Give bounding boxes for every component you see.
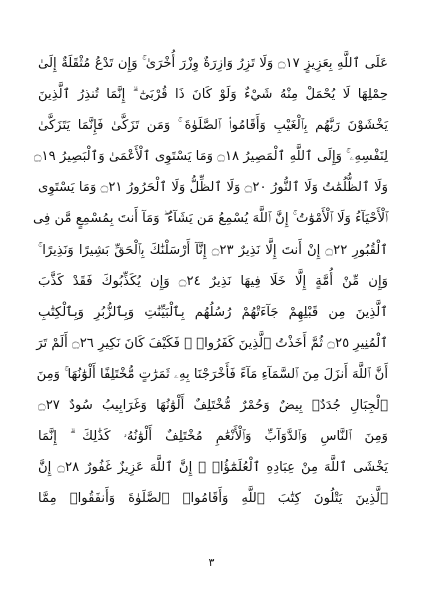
text-line: ٱلْمُنِيرِ ۝٢٥ ثُمَّ أَخَذْتُ ٱلَّذِينَ كَفَرُوا۟ ۖ فَكَيْفَ كَانَ نَكِيرِ ۝٢٦ أَلَمْ تَرَ (36, 335, 388, 351)
verse-text-block (33, 48, 389, 514)
text-line: أَنَّ ٱللَّهَ أَنزَلَ مِنَ ٱلسَّمَآءِ مَآءً فَأَخْرَجْنَا بِهِۦ ثَمَرَٰتٍ مُّخْتَلِفًا أَلْوَٰنُهَا ۚ وَمِنَ (36, 366, 388, 382)
page-number: ٣ (208, 556, 215, 569)
text-line: لِنَفْسِهِۦ ۚ وَإِلَى ٱللَّهِ ٱلْمَصِيرُ ۝١٨ وَمَا يَسْتَوِى ٱلْأَعْمَىٰ وَٱلْبَصِيرُ ۝١٩ (33, 149, 388, 165)
text-line: ٱلَّذِينَ مِن قَبْلِهِمْ جَآءَتْهُمْ رُسُلُهُم بِٱلْبَيِّنَٰتِ وَبِٱلزُّبُرِ وَبِٱلْكِتَٰبِ (38, 304, 388, 320)
text-line: وَإِن مِّنْ أُمَّةٍ إِلَّا خَلَا فِيهَا نَذِيرٌ ۝٢٤ وَإِن يُكَذِّبُوكَ فَقَدْ كَذَّبَ (38, 273, 388, 289)
text-line: ٱلْجِبَالِ جُدَدٌۢ بِيضٌ وَحُمْرٌ مُّخْتَلِفٌ أَلْوَٰنُهَا وَغَرَابِيبُ سُودٌ ۝٢٧ (38, 398, 388, 414)
text-line: حِمْلِهَا لَا يُحْمَلْ مِنْهُ شَيْءٌ وَلَوْ كَانَ ذَا قُرْبَىٰٓ ۗ إِنَّمَا تُنذِرُ ٱلَّذِينَ (38, 87, 388, 103)
text-line: ٱلْقُبُورِ ۝٢٢ إِنْ أَنتَ إِلَّا نَذِيرٌ ۝٢٣ إِنَّآ أَرْسَلْنَٰكَ بِٱلْحَقِّ بَشِيرًا وَنَذِيرًا ۚ (38, 242, 388, 258)
text-line: عَلَى ٱللَّهِ بِعَزِيزٍ ۝١٧ وَلَا تَزِرُ وَازِرَةٌ وِزْرَ أُخْرَىٰ ۚ وَإِن تَدْعُ مُثْقَلَةٌ إِلَىٰ (38, 56, 388, 71)
text-line: يَخْشَوْنَ رَبَّهُم بِٱلْغَيْبِ وَأَقَامُوا۟ ٱلصَّلَوٰةَ ۚ وَمَن تَزَكَّىٰ فَإِنَّمَا يَتَزَكَّىٰ (38, 118, 388, 134)
text-line: وَمِنَ ٱلنَّاسِ وَٱلدَّوَآبِّ وَٱلْأَنْعَٰمِ مُخْتَلِفٌ أَلْوَٰنُهُۥ كَذَٰلِكَ ۗ إِنَّمَا (38, 429, 388, 445)
text-line: يَخْشَى ٱللَّهَ مِنْ عِبَادِهِ ٱلْعُلَمَٰٓؤُا۟ ۗ إِنَّ ٱللَّهَ عَزِيزٌ غَفُورٌ ۝٢٨ إِنَّ (38, 460, 389, 476)
text-line: وَلَا ٱلظُّلُمَٰتُ وَلَا ٱلنُّورُ ۝٢٠ وَلَا ٱلظِّلُّ وَلَا ٱلْحَرُورُ ۝٢١ وَمَا يَسْتَوِى (38, 180, 388, 196)
text-line: ٱلْأَحْيَآءُ وَلَا ٱلْأَمْوَٰتُ ۚ إِنَّ ٱللَّهَ يُسْمِعُ مَن يَشَآءُ ۖ وَمَآ أَنتَ بِمُسْمِعٍ مَّن فِى (33, 211, 388, 227)
text-line: ٱلَّذِينَ يَتْلُونَ كِتَٰبَ ٱللَّهِ وَأَقَامُوا۟ ٱلصَّلَوٰةَ وَأَنفَقُوا۟ مِمَّا (38, 491, 388, 507)
